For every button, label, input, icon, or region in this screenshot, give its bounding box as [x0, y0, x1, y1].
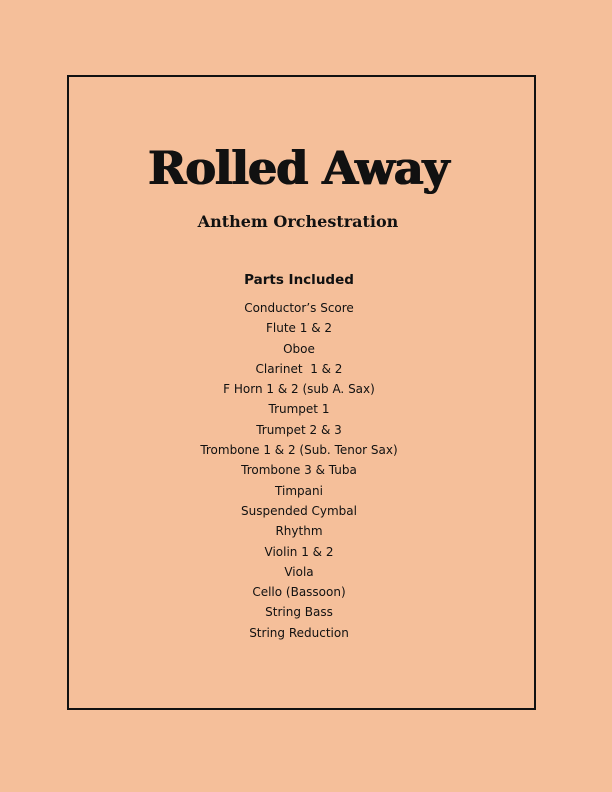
- part-item: Viola: [284, 564, 314, 579]
- part-item: Suspended Cymbal: [241, 503, 357, 518]
- parts-list: [0, 298, 598, 643]
- part-item: Trumpet 1: [268, 402, 330, 417]
- part-item: Timpani: [275, 483, 323, 498]
- part-item: String Bass: [265, 605, 333, 620]
- part-item: Violin 1 & 2: [264, 544, 334, 559]
- part-item: Rhythm: [275, 524, 323, 539]
- part-item: Trumpet 2 & 3: [256, 422, 342, 437]
- part-item: Conductor’s Score: [244, 301, 354, 315]
- parts-heading: Parts Included: [244, 272, 354, 288]
- document-title: Rolled Away: [147, 141, 449, 195]
- part-item: Trombone 1 & 2 (Sub. Tenor Sax): [200, 443, 398, 458]
- part-item: Flute 1 & 2: [266, 321, 332, 336]
- document-subtitle: Anthem Orchestration: [197, 212, 399, 231]
- part-item: Oboe: [283, 341, 315, 356]
- part-item: Clarinet 1 & 2: [255, 361, 343, 376]
- part-item: Cello (Bassoon): [252, 585, 346, 600]
- part-item: Trombone 3 & Tuba: [241, 463, 357, 478]
- part-item: String Reduction: [249, 625, 349, 640]
- part-item: F Horn 1 & 2 (sub A. Sax): [223, 382, 375, 397]
